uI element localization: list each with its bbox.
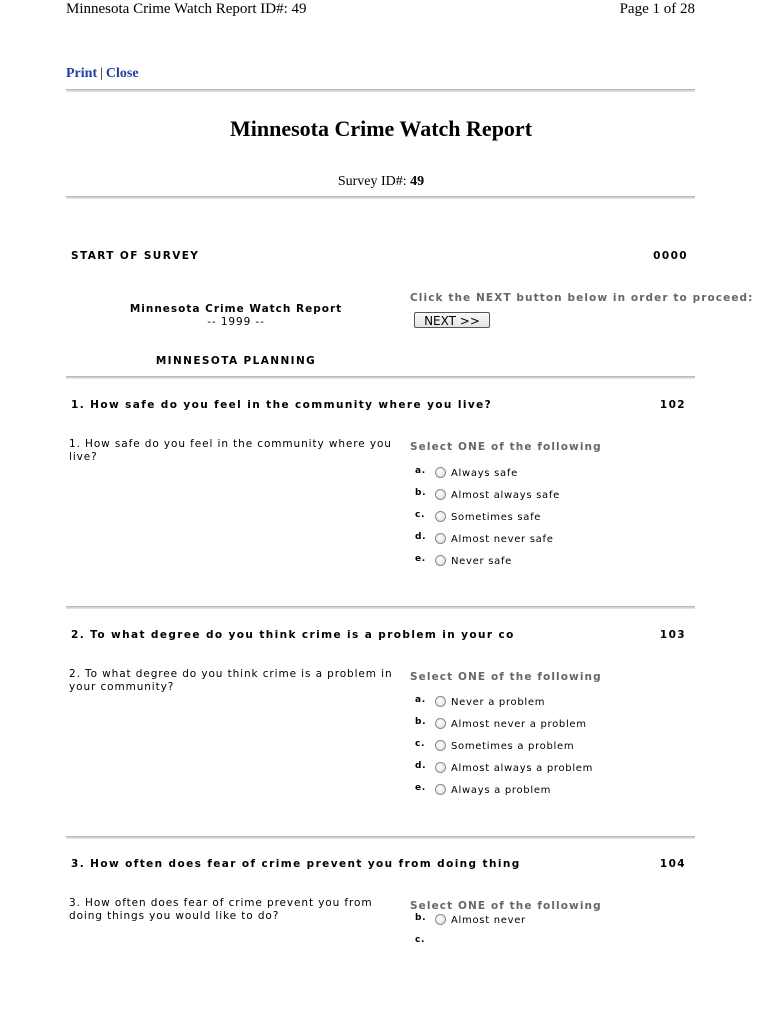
link-separator: | bbox=[100, 66, 103, 81]
option-label: Almost never bbox=[451, 915, 526, 926]
radio-button[interactable] bbox=[435, 489, 446, 500]
option-label: Almost always a problem bbox=[451, 763, 594, 774]
question-text: 1. How safe do you feel in the community where you live? bbox=[69, 438, 392, 463]
option-label: Sometimes safe bbox=[451, 512, 542, 523]
page-number: Page 1 of 28 bbox=[619, 1, 695, 17]
start-of-survey-label: START OF SURVEY bbox=[71, 250, 200, 262]
next-button[interactable]: NEXT >> bbox=[414, 312, 490, 328]
select-prompt: Select ONE of the following bbox=[410, 441, 602, 453]
option-label: Always safe bbox=[451, 468, 518, 479]
option-label: Almost never safe bbox=[451, 534, 554, 545]
option-letter: e. bbox=[415, 783, 426, 793]
radio-button[interactable] bbox=[435, 533, 446, 544]
radio-button[interactable] bbox=[435, 718, 446, 729]
survey-id-value: 49 bbox=[410, 174, 425, 189]
survey-id-label: Survey ID#: bbox=[337, 174, 407, 189]
question-heading: 2. To what degree do you think crime is a problem in your co bbox=[71, 629, 515, 641]
select-prompt: Select ONE of the following bbox=[410, 900, 602, 912]
radio-button[interactable] bbox=[435, 696, 446, 707]
divider bbox=[66, 836, 695, 839]
radio-button[interactable] bbox=[435, 511, 446, 522]
radio-button[interactable] bbox=[435, 555, 446, 566]
action-links bbox=[66, 66, 139, 82]
radio-button[interactable] bbox=[435, 762, 446, 773]
option-letter: e. bbox=[415, 554, 426, 564]
report-title: Minnesota Crime Watch Report bbox=[229, 116, 533, 141]
option-label: Sometimes a problem bbox=[451, 741, 575, 752]
option-letter: b. bbox=[415, 717, 427, 727]
option-label: Always a problem bbox=[451, 785, 552, 796]
start-year: -- 1999 -- bbox=[207, 316, 265, 328]
question-heading: 1. How safe do you feel in the community where you live? bbox=[71, 399, 493, 411]
select-prompt: Select ONE of the following bbox=[410, 671, 602, 683]
divider bbox=[66, 89, 695, 92]
survey-id bbox=[0, 174, 762, 190]
question-text: 2. To what degree do you think crime is a problem in your community? bbox=[69, 668, 393, 693]
option-letter: d. bbox=[415, 761, 427, 771]
option-letter: c. bbox=[415, 739, 426, 749]
document-header-title: Minnesota Crime Watch Report ID#: 49 bbox=[66, 1, 307, 17]
divider bbox=[66, 196, 695, 199]
radio-button[interactable] bbox=[435, 467, 446, 478]
option-letter: a. bbox=[415, 695, 426, 705]
option-label: Never safe bbox=[451, 556, 513, 567]
question-code: 104 bbox=[659, 858, 686, 870]
option-label: Never a problem bbox=[451, 697, 546, 708]
option-letter: d. bbox=[415, 532, 427, 542]
start-code: 0000 bbox=[653, 250, 688, 262]
question-code: 102 bbox=[659, 399, 686, 411]
option-label: Almost never a problem bbox=[451, 719, 587, 730]
divider bbox=[66, 376, 695, 379]
print-link[interactable]: Print bbox=[66, 66, 98, 81]
question-code: 103 bbox=[659, 629, 686, 641]
option-letter: b. bbox=[415, 913, 427, 923]
radio-button[interactable] bbox=[435, 784, 446, 795]
question-text: 3. How often does fear of crime prevent you from doing things you would like to do? bbox=[69, 897, 373, 922]
option-letter: c. bbox=[415, 935, 426, 945]
option-label: Almost always safe bbox=[451, 490, 560, 501]
option-letter: b. bbox=[415, 488, 427, 498]
radio-button[interactable] bbox=[435, 740, 446, 751]
question-heading: 3. How often does fear of crime prevent you from doing thing bbox=[71, 858, 521, 870]
divider bbox=[66, 606, 695, 609]
next-instruction: Click the NEXT button below in order to proceed: bbox=[410, 292, 754, 304]
radio-button[interactable] bbox=[435, 914, 446, 925]
close-link[interactable]: Close bbox=[105, 66, 139, 81]
start-org: MINNESOTA PLANNING bbox=[155, 355, 317, 367]
start-report-name: Minnesota Crime Watch Report bbox=[129, 303, 343, 315]
option-letter: c. bbox=[415, 510, 426, 520]
option-letter: a. bbox=[415, 466, 426, 476]
